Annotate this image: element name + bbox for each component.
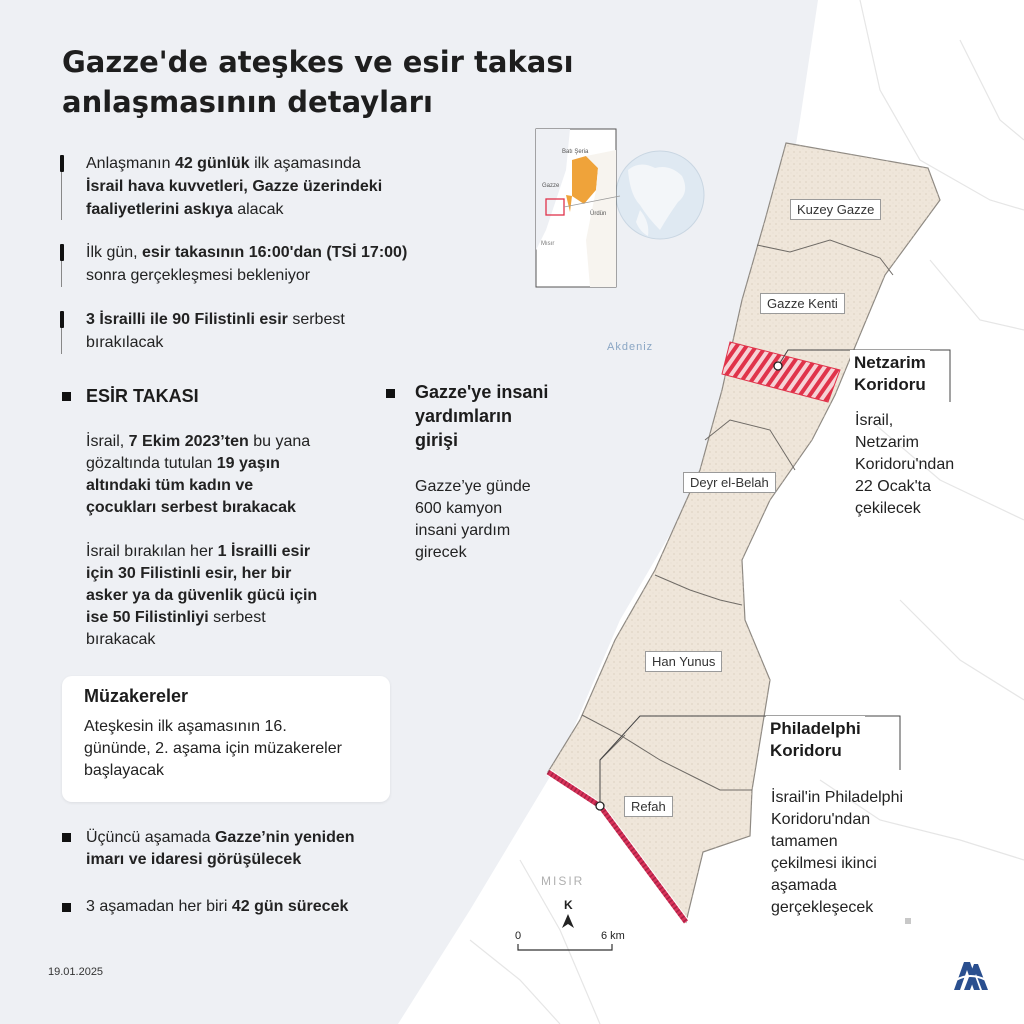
text-line (86, 152, 446, 175)
text-line (86, 896, 406, 918)
text-line (86, 331, 446, 354)
region-label-han: Han Yunus (645, 651, 722, 672)
text: sonra gerçekleşmesi bekleniyor (86, 267, 311, 284)
text: İsrail, (86, 433, 129, 450)
region-label-kent: Gazze Kenti (760, 293, 845, 314)
title-line-1: Gazze'de ateşkes ve esir takası (62, 45, 574, 79)
text: serbest (287, 311, 345, 328)
text-line (86, 264, 466, 287)
bullet-prisoner-count (86, 308, 446, 354)
bold-text: asker ya da güvenlik gücü için (86, 587, 318, 604)
bold-text: 1 İsrailli esir (217, 543, 311, 560)
bold-text: 19 yaşın (216, 455, 280, 472)
title-line-2: anlaşmasının detayları (62, 85, 433, 119)
netzarim-heading: Netzarim Koridoru (850, 350, 930, 398)
esir-paragraph-1 (86, 431, 386, 519)
text: bırakılacak (86, 334, 164, 351)
text-line (86, 308, 446, 331)
text: İsrail bırakılan her (86, 543, 218, 560)
bottom-square-icon-1 (62, 833, 71, 842)
esir-square-icon (62, 392, 71, 401)
text-line (86, 453, 386, 475)
bold-text: için 30 Filistinli esir, her bir (86, 565, 292, 582)
netzarim-body: İsrail, Netzarim Koridoru'ndan 22 Ocak'ta çekilecek (855, 412, 955, 517)
text-line (86, 827, 406, 849)
inset-label-bati-seria: Batı Şeria (562, 149, 589, 155)
text-line (86, 849, 406, 871)
text: Anlaşmanın (86, 155, 175, 172)
inset-label-misir: Mısır (541, 241, 555, 247)
text: alacak (232, 201, 284, 218)
inset-label-urdun: Ürdün (590, 211, 607, 217)
page-title (62, 42, 622, 122)
bold-text: faaliyetlerini askıya (86, 201, 233, 218)
globe-icon (616, 151, 704, 239)
bold-text: 3 İsrailli ile 90 Filistinli esir (86, 311, 288, 328)
text-line (86, 497, 386, 519)
bold-text: 42 gün sürecek (231, 898, 349, 915)
bottom-square-icon-2 (62, 903, 71, 912)
bold-text: çocukları serbest bırakacak (86, 499, 296, 516)
text: gözaltında tutulan (86, 455, 217, 472)
text-line (86, 431, 386, 453)
scale-end: 6 km (601, 930, 625, 942)
insani-body: Gazze’ye günde 600 kamyon insani yardım girecek (415, 478, 531, 561)
text-line (86, 607, 386, 629)
text-line (86, 475, 386, 497)
insani-square-icon (386, 389, 395, 398)
esir-paragraph-2 (86, 541, 386, 651)
bullet-phase-duration (86, 896, 406, 918)
philadelphi-body: İsrail'in Philadelphi Koridoru'ndan tamamen çekilmesi ikinci aşamada gerçekleşecek (771, 789, 904, 916)
north-label: K (564, 898, 573, 912)
bold-text: Gazze’nin yeniden (214, 829, 355, 846)
muzakere-card (62, 676, 390, 802)
date-stamp: 19.01.2025 (48, 966, 104, 978)
text-line (86, 629, 386, 651)
insani-heading: Gazze'ye insani yardımların girişi (415, 382, 549, 450)
bold-text: 42 günlük (174, 155, 250, 172)
bold-text: 7 Ekim 2023’ten (128, 433, 249, 450)
text: İlk gün, (86, 244, 143, 261)
text-line (86, 585, 386, 607)
text: bırakacak (86, 631, 156, 648)
text-line (86, 541, 386, 563)
region-label-refah: Refah (624, 796, 673, 817)
bullet-exchange-time (86, 241, 466, 287)
sea-label: Akdeniz (607, 341, 654, 353)
esir-heading: ESİR TAKASI (86, 386, 199, 406)
bold-text: ise 50 Filistinliyi (86, 609, 209, 626)
aa-logo-icon (950, 958, 990, 992)
text: Üçüncü aşamada (86, 829, 215, 846)
text: ilk aşamasında (249, 155, 361, 172)
region-label-deyr: Deyr el-Belah (683, 472, 776, 493)
muzakere-body: Ateşkesin ilk aşamasının 16. gününde, 2. aşama için müzakereler başlayacak (84, 718, 342, 779)
bullet-air-force (86, 152, 446, 221)
muzakere-heading: Müzakereler (84, 686, 189, 706)
bold-text: esir takasının 16:00'dan (TSİ 17:00) (142, 244, 408, 261)
aa-logo (950, 958, 990, 997)
text-line (86, 563, 386, 585)
text-line (86, 198, 446, 221)
bold-text: imarı ve idaresi görüşülecek (86, 851, 302, 868)
text-line (86, 241, 466, 264)
text: bu yana (248, 433, 311, 450)
text: 3 aşamadan her biri (86, 898, 232, 915)
text: serbest (208, 609, 266, 626)
bold-text: İsrail hava kuvvetleri, Gazze üzerindeki (86, 178, 383, 195)
egypt-label: MISIR (541, 874, 585, 888)
bullet-third-phase (86, 827, 406, 871)
text-line (86, 175, 446, 198)
scale-zero: 0 (515, 930, 522, 942)
philadelphi-heading: Philadelphi Koridoru (766, 716, 865, 764)
region-label-kuzey: Kuzey Gazze (790, 199, 881, 220)
bold-text: altındaki tüm kadın ve (86, 477, 254, 494)
inset-label-gazze: Gazze (542, 183, 560, 189)
